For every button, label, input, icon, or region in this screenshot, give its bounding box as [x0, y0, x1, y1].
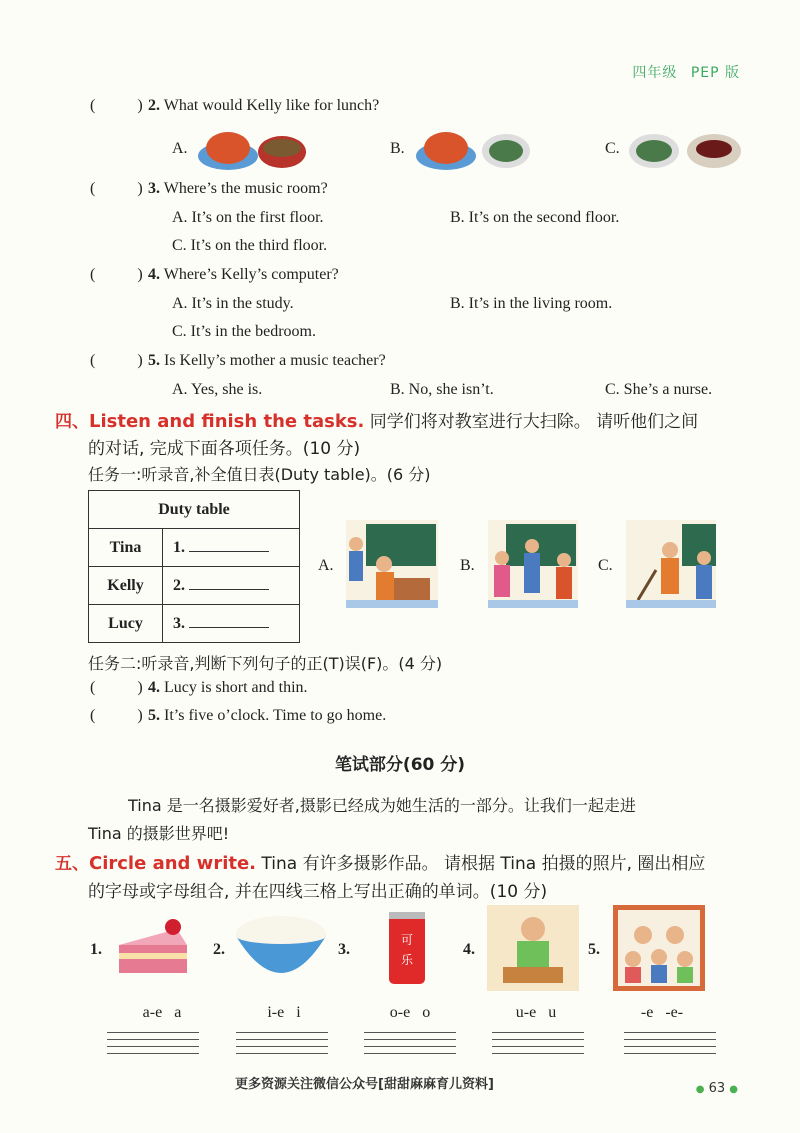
page-number — [696, 1081, 738, 1096]
tf-question-4 — [90, 679, 308, 697]
intro-line-1: Tina 是一名摄影爱好者,摄影已经成为她生活的一部分。让我们一起走进 — [128, 796, 636, 815]
section-instructions: Tina 有许多摄影作品。 请根据 Tina 拍摄的照片, 圈出相应 — [256, 854, 706, 874]
roast-chicken-icon — [206, 132, 250, 164]
question-3 — [90, 180, 328, 198]
question-number: 4. — [148, 266, 160, 283]
blackboard-icon — [366, 524, 436, 566]
item-1-number: 1. — [90, 941, 102, 958]
cola-can-picture — [383, 908, 431, 988]
written-part-title: 笔试部分(60 分) — [334, 755, 466, 775]
duty-table — [88, 490, 300, 643]
family-photo-picture — [613, 905, 705, 991]
item-1-choices[interactable]: a-e a — [142, 1004, 182, 1021]
page-header — [632, 62, 740, 82]
blank-number: 1. — [173, 539, 185, 556]
q2-option-a-image — [196, 124, 312, 174]
cleaning-picture-c — [626, 520, 716, 608]
blank-number: 2. — [173, 577, 185, 594]
item-3-number: 3. — [338, 941, 350, 958]
item-4-choices[interactable]: u-e u — [515, 1004, 557, 1021]
table-row — [89, 529, 300, 567]
answer-paren-open: ( — [90, 679, 96, 696]
answer-paren-open: ( — [90, 707, 96, 724]
q2-option-b-label: B. — [390, 140, 405, 157]
q4-option-c: C. It’s in the bedroom. — [172, 323, 316, 340]
writing-lines-4[interactable] — [492, 1032, 584, 1062]
section-title: Circle and write. — [89, 853, 257, 874]
writing-lines-1[interactable] — [107, 1032, 199, 1062]
rice-bowl-picture — [233, 910, 329, 990]
girl-icon — [376, 572, 394, 600]
question-number: 4. — [148, 679, 160, 696]
answer-paren-open: ( — [90, 266, 96, 283]
tf-question-5 — [90, 707, 386, 725]
question-2 — [90, 97, 379, 115]
grade-label: 四年级 — [632, 65, 678, 81]
task-1-instructions: 任务一:听录音,补全值日表(Duty table)。(6 分) — [88, 465, 431, 484]
item-5-number: 5. — [588, 941, 600, 958]
question-text: Is Kelly’s mother a music teacher? — [164, 352, 386, 369]
answer-paren-close: ) — [137, 707, 143, 724]
section-number: 四、 — [55, 412, 89, 432]
answer-paren-close: ) — [137, 679, 143, 696]
cutting-board-icon — [503, 967, 563, 983]
desk-icon — [394, 578, 430, 600]
answer-paren-close: ) — [137, 97, 143, 114]
duty-name: Lucy — [89, 605, 163, 643]
item-5-choices[interactable]: -e -e- — [640, 1004, 684, 1021]
answer-paren-close: ) — [137, 180, 143, 197]
writing-lines-3[interactable] — [364, 1032, 456, 1062]
item-3-choices[interactable]: o-e o — [389, 1004, 431, 1021]
section-instructions: 同学们将对教室进行大扫除。 请听他们之间 — [364, 412, 699, 432]
can-text-2: 乐 — [400, 953, 414, 967]
question-text: Where’s Kelly’s computer? — [163, 266, 339, 283]
q2-option-a-label: A. — [172, 140, 188, 157]
question-text: It’s five o’clock. Time to go home. — [164, 707, 387, 724]
cake-picture — [115, 915, 193, 980]
girl-icon — [661, 558, 679, 594]
section-number: 五、 — [55, 854, 89, 874]
duty-answer-cell[interactable] — [163, 605, 300, 643]
answer-paren-close: ) — [137, 352, 143, 369]
q2-option-c-label: C. — [605, 140, 620, 157]
answer-paren-open: ( — [90, 180, 96, 197]
question-number: 2. — [148, 97, 160, 114]
vegetable-dish-icon — [489, 140, 523, 162]
question-text: Lucy is short and thin. — [164, 679, 308, 696]
can-text-1: 可 — [400, 933, 414, 947]
q3-option-b: B. It’s on the second floor. — [450, 209, 620, 226]
dot-icon: ● — [695, 1084, 705, 1095]
duty-table-title: Duty table — [89, 491, 300, 529]
question-number: 5. — [148, 352, 160, 369]
question-text: Where’s the music room? — [163, 180, 328, 197]
writing-lines-5[interactable] — [624, 1032, 716, 1062]
question-4 — [90, 266, 339, 284]
q5-option-b: B. No, she isn’t. — [390, 381, 494, 398]
cherry-icon — [165, 919, 181, 935]
edition-label: PEP 版 — [690, 65, 740, 81]
roast-chicken-icon — [424, 132, 468, 164]
task-2-instructions: 任务二:听录音,判断下列句子的正(T)误(F)。(4 分) — [88, 654, 443, 673]
boy-cutting-picture — [487, 905, 579, 991]
intro-line-2: Tina 的摄影世界吧! — [88, 824, 230, 843]
section-5-instructions-2: 的字母或字母组合, 并在四线三格上写出正确的单词。(10 分) — [88, 882, 548, 902]
question-number: 5. — [148, 707, 160, 724]
q4-option-b: B. It’s in the living room. — [450, 295, 613, 312]
section-4-heading — [55, 407, 698, 432]
pic-b-label: B. — [460, 557, 475, 574]
table-row — [89, 605, 300, 643]
blank-number: 3. — [173, 615, 185, 632]
answer-paren-close: ) — [137, 266, 143, 283]
footer-note: 更多资源关注微信公众号[甜甜麻麻育儿资料] — [235, 1077, 494, 1092]
question-text: What would Kelly like for lunch? — [163, 97, 380, 114]
cleaning-picture-b — [488, 520, 578, 608]
pic-c-label: C. — [598, 557, 613, 574]
q2-option-b-image — [412, 124, 532, 174]
item-4-number: 4. — [463, 941, 475, 958]
q5-option-a: A. Yes, she is. — [172, 381, 263, 398]
answer-paren-open: ( — [90, 97, 96, 114]
q2-option-c-image — [626, 124, 744, 174]
q3-option-c: C. It’s on the third floor. — [172, 237, 328, 254]
duty-name: Tina — [89, 529, 163, 567]
section-5-heading — [55, 849, 705, 874]
writing-lines-2[interactable] — [236, 1032, 328, 1062]
q4-option-a: A. It’s in the study. — [172, 295, 294, 312]
pic-a-label: A. — [318, 557, 334, 574]
q5-option-c: C. She’s a nurse. — [605, 381, 713, 398]
duty-name: Kelly — [89, 567, 163, 605]
duty-answer-cell[interactable] — [163, 567, 300, 605]
soup-bowl-icon — [263, 139, 301, 157]
duty-answer-cell[interactable] — [163, 529, 300, 567]
dot-icon: ● — [729, 1084, 738, 1095]
answer-paren-open: ( — [90, 352, 96, 369]
question-5 — [90, 352, 386, 370]
vegetable-dish-icon — [636, 140, 672, 162]
q3-option-a: A. It’s on the first floor. — [172, 209, 324, 226]
beef-dish-icon — [696, 140, 732, 158]
cleaning-picture-a — [346, 520, 438, 608]
section-4-instructions-2: 的对话, 完成下面各项任务。(10 分) — [88, 439, 361, 459]
question-number: 3. — [148, 180, 160, 197]
item-2-number: 2. — [213, 941, 225, 958]
page-number-text: 63 — [708, 1081, 726, 1096]
table-row — [89, 567, 300, 605]
section-title: Listen and finish the tasks. — [89, 411, 365, 432]
boy-icon — [521, 917, 545, 941]
item-2-choices[interactable]: i-e i — [267, 1004, 301, 1021]
